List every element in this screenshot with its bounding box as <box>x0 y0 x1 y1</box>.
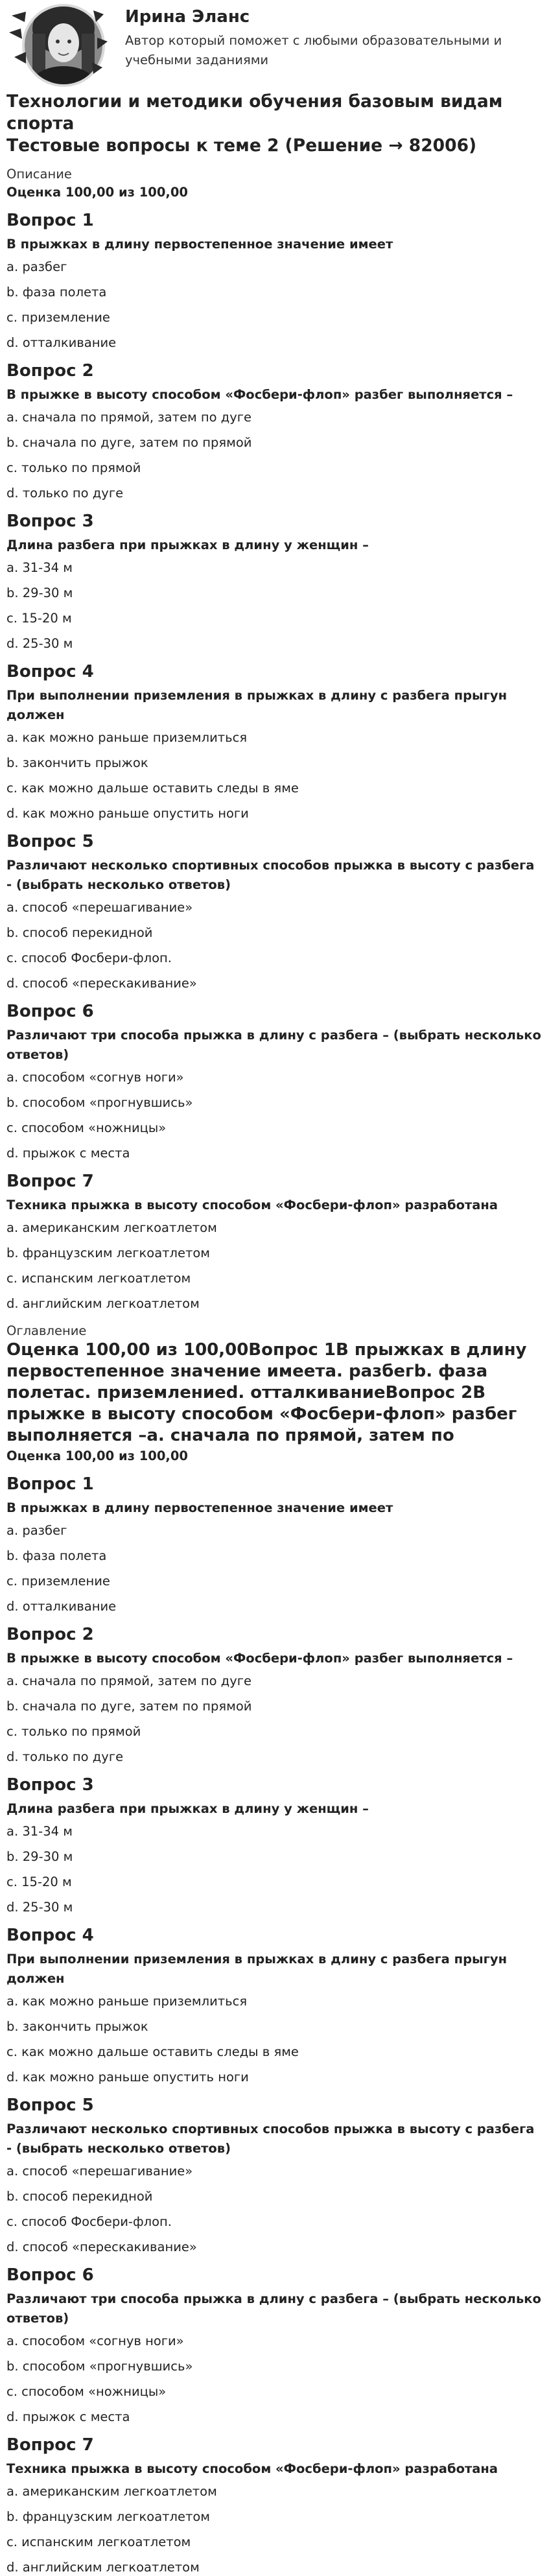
answer-option: a. способ «перешагивание» <box>6 900 193 915</box>
answer-option: c. 15-20 м <box>6 1874 72 1889</box>
question-block <box>6 209 543 351</box>
answer-option: a. разбег <box>6 1523 67 1538</box>
answer-list <box>6 1522 543 1615</box>
answer-option: d. только по дуге <box>6 486 124 501</box>
question-block <box>6 2433 543 2576</box>
answer-option: b. фаза полета <box>6 285 107 300</box>
question-text: В прыжке в высоту способом «Фосбери-флоп» разбег выполняется – <box>6 387 513 402</box>
answer-option: b. способом «прогнувшись» <box>6 1095 193 1110</box>
answer-list <box>6 729 543 822</box>
answer-option: c. как можно дальше оставить следы в яме <box>6 2044 299 2059</box>
answer-option: c. испанским легкоатлетом <box>6 2535 191 2549</box>
answer-list <box>6 1069 543 1162</box>
question-title: Вопрос 5 <box>6 832 94 851</box>
question-block <box>6 2094 543 2256</box>
document-title-line2: Тестовые вопросы к теме 2 (Решение → 82006) <box>6 136 477 156</box>
question-title: Вопрос 3 <box>6 512 94 531</box>
answer-option: a. как можно раньше приземлиться <box>6 1994 248 2009</box>
answer-option: c. способом «ножницы» <box>6 2384 167 2399</box>
answer-option: c. испанским легкоатлетом <box>6 1271 191 1286</box>
question-text: В прыжках в длину первостепенное значение имеет <box>6 1500 393 1515</box>
question-block <box>6 1924 543 2086</box>
question-text: В прыжке в высоту способом «Фосбери-флоп» разбег выполняется – <box>6 1651 513 1666</box>
answer-option: b. способ перекидной <box>6 925 153 940</box>
question-block <box>6 2263 543 2426</box>
answer-option: b. способом «прогнувшись» <box>6 2359 193 2374</box>
answer-option: d. английским легкоатлетом <box>6 1296 200 1311</box>
answer-list <box>6 2332 543 2426</box>
answer-option: d. отталкивание <box>6 1599 117 1614</box>
answer-option: c. только по прямой <box>6 460 141 475</box>
answer-list <box>6 1823 543 1916</box>
question-title: Вопрос 6 <box>6 1002 94 1021</box>
answer-option: d. как можно раньше опустить ноги <box>6 2070 249 2085</box>
answer-list <box>6 1672 543 1766</box>
question-block <box>6 830 543 992</box>
question-title: Вопрос 2 <box>6 361 94 381</box>
question-text: В прыжках в длину первостепенное значение имеет <box>6 237 393 252</box>
answer-option: a. сначала по прямой, затем по дуге <box>6 410 252 425</box>
answer-option: c. приземление <box>6 1574 110 1589</box>
question-block <box>6 359 543 502</box>
answer-option: a. 31-34 м <box>6 1824 73 1839</box>
answer-option: c. способ Фосбери-флоп. <box>6 2214 172 2229</box>
answer-option: b. закончить прыжок <box>6 755 148 770</box>
answer-option: d. отталкивание <box>6 335 117 350</box>
question-block <box>6 1623 543 1766</box>
answer-option: b. сначала по дуге, затем по прямой <box>6 435 252 450</box>
answer-option: d. 25-30 м <box>6 636 73 651</box>
avatar-photo-icon <box>6 3 110 88</box>
answer-option: b. способ перекидной <box>6 2189 153 2204</box>
answer-list <box>6 2483 543 2576</box>
answer-option: a. разбег <box>6 259 67 274</box>
question-title: Вопрос 1 <box>6 211 94 230</box>
answer-option: a. сначала по прямой, затем по дуге <box>6 1673 252 1688</box>
answer-list <box>6 1992 543 2086</box>
answer-option: d. английским легкоатлетом <box>6 2560 200 2575</box>
question-text: Длина разбега при прыжках в длину у женщин – <box>6 1801 369 1816</box>
answer-option: c. 15-20 м <box>6 611 72 626</box>
answer-option: a. как можно раньше приземлиться <box>6 730 248 745</box>
question-title: Вопрос 5 <box>6 2096 94 2115</box>
answer-list <box>6 258 543 351</box>
question-block <box>6 510 543 652</box>
question-title: Вопрос 4 <box>6 1926 94 1945</box>
author-description: Автор который поможет с любыми образовательными и учебными заданиями <box>125 33 502 67</box>
answer-option: c. только по прямой <box>6 1724 141 1739</box>
answer-option: c. как можно дальше оставить следы в яме <box>6 781 299 796</box>
section-label: Описание <box>6 167 72 182</box>
question-text: При выполнении приземления в прыжках в длину с разбега прыгун должен <box>6 1952 508 1986</box>
question-text: Различают три способа прыжка в длину с разбега – (выбрать несколько ответов) <box>6 2291 541 2326</box>
question-title: Вопрос 7 <box>6 1172 94 1191</box>
question-title: Вопрос 3 <box>6 1775 94 1795</box>
answer-option: a. способом «согнув ноги» <box>6 2334 184 2348</box>
answer-option: c. способ Фосбери-флоп. <box>6 951 172 965</box>
answer-option: b. французским легкоатлетом <box>6 1246 210 1260</box>
answer-option: a. американским легкоатлетом <box>6 1220 217 1235</box>
grade: Оценка 100,00 из 100,00 <box>6 185 188 200</box>
document-title-line1: Технологии и методики обучения базовым видам спорта <box>6 91 503 134</box>
answer-list <box>6 408 543 502</box>
question-block <box>6 1472 543 1615</box>
question-block <box>6 1170 543 1312</box>
answer-option: a. американским легкоатлетом <box>6 2484 217 2499</box>
question-text: Техника прыжка в высоту способом «Фосбери-флоп» разработана <box>6 2461 498 2476</box>
question-title: Вопрос 6 <box>6 2265 94 2285</box>
question-block <box>6 660 543 822</box>
question-list <box>6 209 543 1312</box>
question-title: Вопрос 2 <box>6 1625 94 1644</box>
author-info <box>125 3 514 70</box>
question-title: Вопрос 4 <box>6 662 94 681</box>
document-title <box>6 91 543 157</box>
answer-option: d. только по дуге <box>6 1749 124 1764</box>
question-block <box>6 1773 543 1916</box>
toc-label: Оглавление <box>6 1323 87 1338</box>
author-name[interactable]: Ирина Эланс <box>125 7 250 27</box>
description-section <box>6 166 543 1312</box>
answer-option: d. прыжок с места <box>6 1146 130 1161</box>
question-title: Вопрос 1 <box>6 1474 94 1494</box>
question-block <box>6 1000 543 1162</box>
answer-list <box>6 559 543 652</box>
answer-option: d. 25-30 м <box>6 1900 73 1915</box>
question-text: Различают несколько спортивных способов прыжка в высоту с разбега - (выбрать несколько ответов) <box>6 2121 535 2156</box>
toc-section <box>6 1323 543 2576</box>
toc-summary: Оценка 100,00 из 100,00Вопрос 1В прыжках в длину первостепенное значение имеета. разбегb. фаза полетаc. приземлениеd. отталкиваниеВопрос 2В прыжке в высоту способом «Фосбери-флоп» разбег выполняется –a. сначала по прямой, затем по <box>6 1340 527 1445</box>
question-text: При выполнении приземления в прыжках в длину с разбега прыгун должен <box>6 688 508 722</box>
answer-option: a. способ «перешагивание» <box>6 2164 193 2179</box>
question-text: Различают три способа прыжка в длину с разбега – (выбрать несколько ответов) <box>6 1028 541 1062</box>
answer-option: a. 31-34 м <box>6 560 73 575</box>
answer-option: d. способ «перескакивание» <box>6 2239 197 2254</box>
answer-option: b. французским легкоатлетом <box>6 2509 210 2524</box>
answer-option: b. 29-30 м <box>6 1849 73 1864</box>
answer-option: b. закончить прыжок <box>6 2019 148 2034</box>
answer-list <box>6 2162 543 2256</box>
question-text: Техника прыжка в высоту способом «Фосбери-флоп» разработана <box>6 1198 498 1212</box>
answer-list <box>6 899 543 992</box>
avatar[interactable] <box>6 3 110 88</box>
answer-option: d. как можно раньше опустить ноги <box>6 806 249 821</box>
answer-option: b. сначала по дуге, затем по прямой <box>6 1699 252 1714</box>
answer-option: a. способом «согнув ноги» <box>6 1070 184 1085</box>
answer-option: c. способом «ножницы» <box>6 1120 167 1135</box>
question-text: Различают несколько спортивных способов прыжка в высоту с разбега - (выбрать несколько ответов) <box>6 858 535 892</box>
answer-option: d. прыжок с места <box>6 2409 130 2424</box>
answer-option: d. способ «перескакивание» <box>6 976 197 991</box>
answer-option: b. фаза полета <box>6 1548 107 1563</box>
author-card <box>6 0 543 89</box>
answer-list <box>6 1219 543 1312</box>
question-title: Вопрос 7 <box>6 2435 94 2455</box>
question-text: Длина разбега при прыжках в длину у женщин – <box>6 538 369 552</box>
grade: Оценка 100,00 из 100,00 <box>6 1448 188 1463</box>
question-list <box>6 1472 543 2576</box>
answer-option: b. 29-30 м <box>6 585 73 600</box>
answer-option: c. приземление <box>6 310 110 325</box>
